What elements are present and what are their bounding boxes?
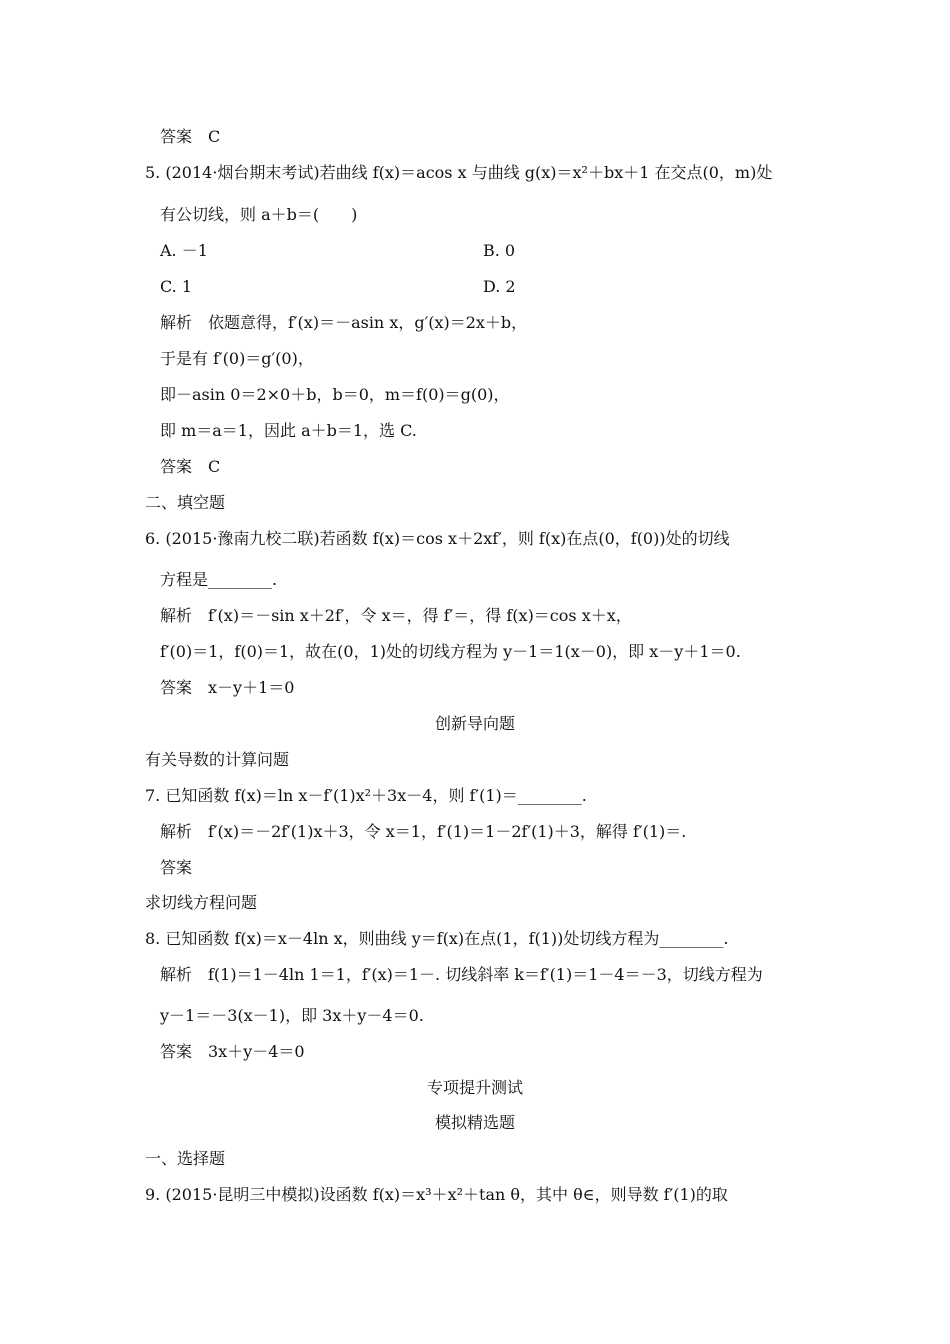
analysis-line: 解析 f′(x)＝－2f′(1)x＋3，令 x＝1，f′(1)＝1－2f′(1)＋3，解得 f′(1)＝. [160,822,687,841]
analysis-line: 于是有 f′(0)＝g′(0)， [160,349,314,368]
option-d: D. 2 [483,277,516,296]
section-title: 创新导向题 [434,714,515,733]
question-5-stem: 5. (2014·烟台期末考试)若曲线 f(x)＝acos x 与曲线 g(x)＝x²＋bx＋1 在交点(0，m)处 [145,163,773,182]
analysis-line: y－1＝－3(x－1)，即 3x＋y－4＝0. [160,1006,424,1025]
topic-heading: 有关导数的计算问题 [145,750,290,769]
question-6-stem: 6. (2015·豫南九校二联)若函数 f(x)＝cos x＋2xf′，则 f(x)在点(0，f(0))处的切线 [145,529,730,548]
answer-line: 答案 C [160,127,221,146]
answer-line: 答案 [160,858,193,877]
answer-line: 答案 C [160,457,221,476]
question-7-stem: 7. 已知函数 f(x)＝ln x－f′(1)x²＋3x－4，则 f′(1)＝________. [145,786,587,805]
section-title: 专项提升测试 [426,1078,523,1097]
analysis-line: 解析 f′(x)＝－sin x＋2f′，令 x＝，得 f′＝，得 f(x)＝cos x＋x， [160,606,632,625]
section-heading: 二、填空题 [145,493,226,512]
option-b: B. 0 [483,241,516,260]
analysis-line: 解析 f(1)＝1－4ln 1＝1，f′(x)＝1－. 切线斜率 k＝f′(1)＝1－4＝－3，切线方程为 [160,965,763,984]
analysis-line: f′(0)＝1，f(0)＝1，故在(0，1)处的切线方程为 y－1＝1(x－0)，即 x－y＋1＝0. [160,642,741,661]
section-subtitle: 模拟精选题 [434,1113,515,1132]
option-a: A. －1 [160,241,208,260]
answer-line: 答案 x－y＋1＝0 [160,678,295,697]
question-5-stem-cont: 有公切线，则 a＋b＝( ) [160,205,358,224]
topic-heading: 求切线方程问题 [145,893,258,912]
option-c: C. 1 [160,277,193,296]
answer-line: 答案 3x＋y－4＝0 [160,1042,305,1061]
analysis-line: 解析 依题意得，f′(x)＝－asin x，g′(x)＝2x＋b， [160,313,528,332]
section-heading: 一、选择题 [145,1149,226,1168]
question-9-stem: 9. (2015·昆明三中模拟)设函数 f(x)＝x³＋x²＋tan θ，其中 θ∈，则导数 f′(1)的取 [145,1185,728,1204]
analysis-line: 即－asin 0＝2×0＋b，b＝0，m＝f(0)＝g(0)， [160,385,510,404]
analysis-line: 即 m＝a＝1，因此 a＋b＝1，选 C. [160,421,417,440]
question-8-stem: 8. 已知函数 f(x)＝x－4ln x，则曲线 y＝f(x)在点(1，f(1))处切线方程为________. [145,929,729,948]
question-6-stem-cont: 方程是________. [160,570,278,589]
